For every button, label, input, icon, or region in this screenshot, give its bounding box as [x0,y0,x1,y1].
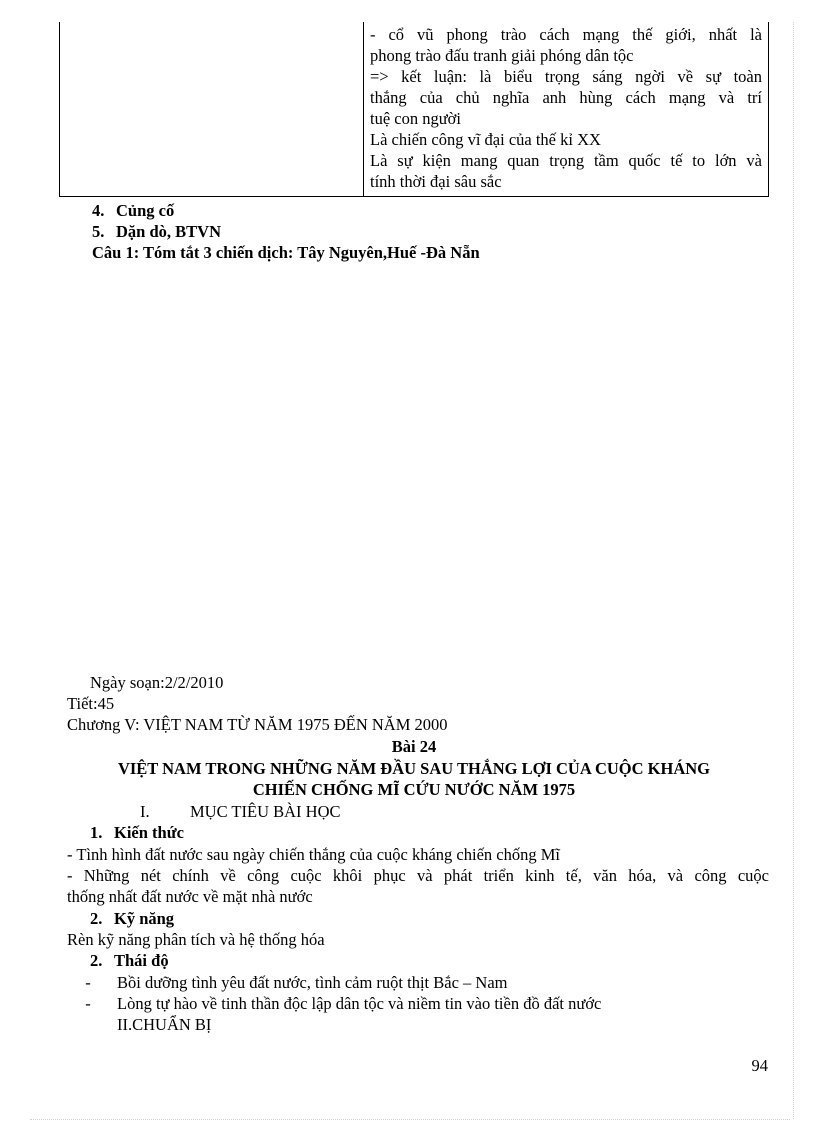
dash-bullet: - [85,973,91,992]
table-line: - cổ vũ phong trào cách mạng thế giới, nhất là [370,25,762,44]
item-number: 1. [90,823,103,842]
section-1-heading [140,801,341,822]
table-line: Là chiến công vĩ đại của thế kỉ XX [370,130,601,149]
attitude-item [59,972,769,993]
chapter-heading: Chương V: VIỆT NAM TỪ NĂM 1975 ĐẾN NĂM 2000 [67,715,448,734]
item-text: Củng cố [116,201,175,220]
table-line: => kết luận: là biểu trọng sáng ngời về sự toàn [370,67,762,86]
lesson-title-line1: VIỆT NAM TRONG NHỮNG NĂM ĐẦU SAU THẮNG LỢI CỦA CUỘC KHÁNG [117,759,711,778]
item-number: 4. [92,201,105,220]
page-border-bottom [30,1119,790,1120]
item-text: Kiến thức [114,823,184,842]
table-line: phong trào đấu tranh giải phóng dân tộc [370,46,634,65]
question-1: Câu 1: Tóm tắt 3 chiến dịch: Tây Nguyên,Huế -Đà Nẵn [92,243,480,262]
attitude-item [59,993,769,1014]
attitude-heading [90,950,169,971]
prep-date: Ngày soạn:2/2/2010 [90,673,224,692]
skills-line: Rèn kỹ năng phân tích và hệ thống hóa [67,930,325,949]
page-border-right [793,22,794,1119]
item-text: Kỹ năng [114,909,175,928]
lesson-title-line2: CHIẾN CHỐNG MĨ CỨU NƯỚC NĂM 1975 [252,780,576,799]
lesson-number: Bài 24 [391,737,437,756]
page-number: 94 [751,1056,768,1075]
table-line: tuệ con người [370,109,461,128]
item-number: 2. [90,951,103,970]
item-text: Dặn dò, BTVN [116,222,221,241]
knowledge-heading [90,822,184,843]
knowledge-line: thống nhất đất nước về mặt nhà nước [67,887,313,906]
item-cung-co [92,200,174,221]
item-number: 2. [90,909,103,928]
dash-bullet: - [85,994,91,1013]
content-table [59,22,769,197]
section-2-heading: II.CHUẨN BỊ [117,1015,212,1034]
knowledge-line: - Tình hình đất nước sau ngày chiến thắng của cuộc kháng chiến chống Mĩ [67,845,560,864]
attitude-text: Lòng tự hào về tinh thần độc lập dân tộc và niềm tin vào tiền đồ đất nước [117,994,602,1013]
roman-numeral: I. [140,802,150,821]
period: Tiết:45 [67,694,115,713]
skills-heading [90,908,174,929]
table-right-cell [364,22,768,196]
item-number: 5. [92,222,105,241]
section-title: MỤC TIÊU BÀI HỌC [190,802,341,821]
table-line: Là sự kiện mang quan trọng tầm quốc tế to lớn và [370,151,762,170]
attitude-text: Bồi dưỡng tình yêu đất nước, tình cảm ruột thịt Bắc – Nam [117,973,508,992]
knowledge-line: - Những nét chính về công cuộc khôi phục và phát triển kinh tế, văn hóa, và công cuộc [67,866,769,885]
table-line: tính thời đại sâu sắc [370,172,502,191]
item-dan-do [92,221,221,242]
table-left-cell [60,22,364,196]
table-line: thắng của chủ nghĩa anh hùng cách mạng và trí [370,88,762,107]
item-text: Thái độ [114,951,169,970]
